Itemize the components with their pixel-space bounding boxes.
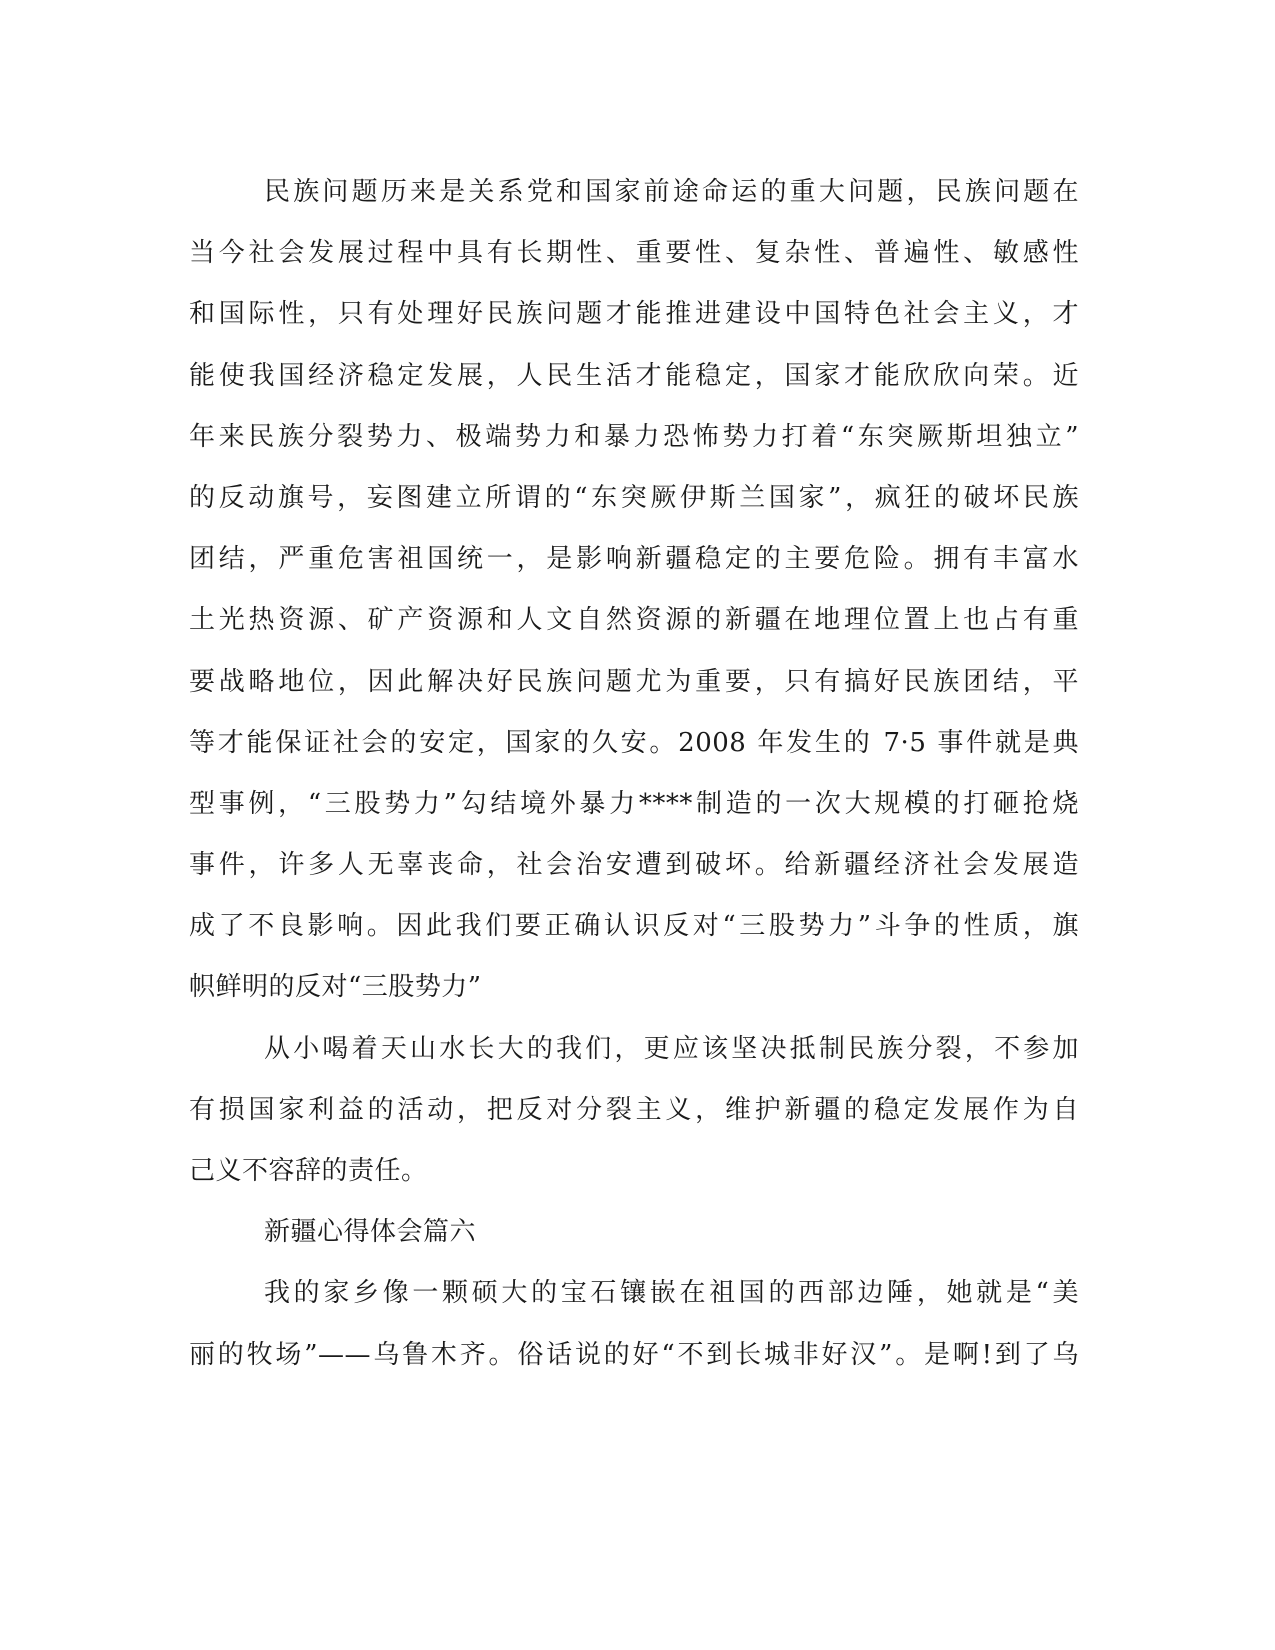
text-line: 的反动旗号，妄图建立所谓的“东突厥伊斯兰国家”，疯狂的破坏民族 [189,482,1079,513]
text-line: 和国际性，只有处理好民族问题才能推进建设中国特色社会主义，才 [189,299,1079,330]
text-line: 年来民族分裂势力、极端势力和暴力恐怖势力打着“东突厥斯坦独立” [189,421,1079,452]
text-line: 民族问题历来是关系党和国家前途命运的重大问题，民族问题在 [264,177,1079,207]
text-line: 我的家乡像一颗硕大的宝石镶嵌在祖国的西部边陲，她就是“美 [264,1278,1079,1309]
text-line: 有损国家利益的活动，把反对分裂主义，维护新疆的稳定发展作为自 [189,1094,1079,1125]
text-line: 当今社会发展过程中具有长期性、重要性、复杂性、普遍性、敏感性 [189,238,1079,269]
text-line: 事件，许多人无辜丧命，社会治安遭到破坏。给新疆经济社会发展造 [189,850,1079,881]
text-line: 土光热资源、矿产资源和人文自然资源的新疆在地理位置上也占有重 [189,605,1079,636]
text-line: 新疆心得体会篇六 [264,1217,477,1248]
text-line: 成了不良影响。因此我们要正确认识反对“三股势力”斗争的性质，旗 [189,911,1079,942]
text-line: 从小喝着天山水长大的我们，更应该坚决抵制民族分裂，不参加 [264,1033,1079,1064]
text-line: 团结，严重危害祖国统一，是影响新疆稳定的主要危险。拥有丰富水 [189,544,1079,575]
text-line: 己义不容辞的责任。 [189,1156,428,1186]
text-line: 等才能保证社会的安定，国家的久安。2008 年发生的 7·5 事件就是典 [189,727,1079,758]
text-line: 型事例，“三股势力”勾结境外暴力****制造的一次大规模的打砸抢烧 [189,788,1079,819]
text-line: 能使我国经济稳定发展，人民生活才能稳定，国家才能欣欣向荣。近 [189,360,1079,391]
text-line: 丽的牧场”——乌鲁木齐。俗话说的好“不到长城非好汉”。是啊!到了乌 [189,1339,1079,1370]
text-line: 要战略地位，因此解决好民族问题尤为重要，只有搞好民族团结，平 [189,666,1079,697]
text-line: 帜鲜明的反对“三股势力” [189,972,482,1003]
document-body [189,162,1079,1386]
